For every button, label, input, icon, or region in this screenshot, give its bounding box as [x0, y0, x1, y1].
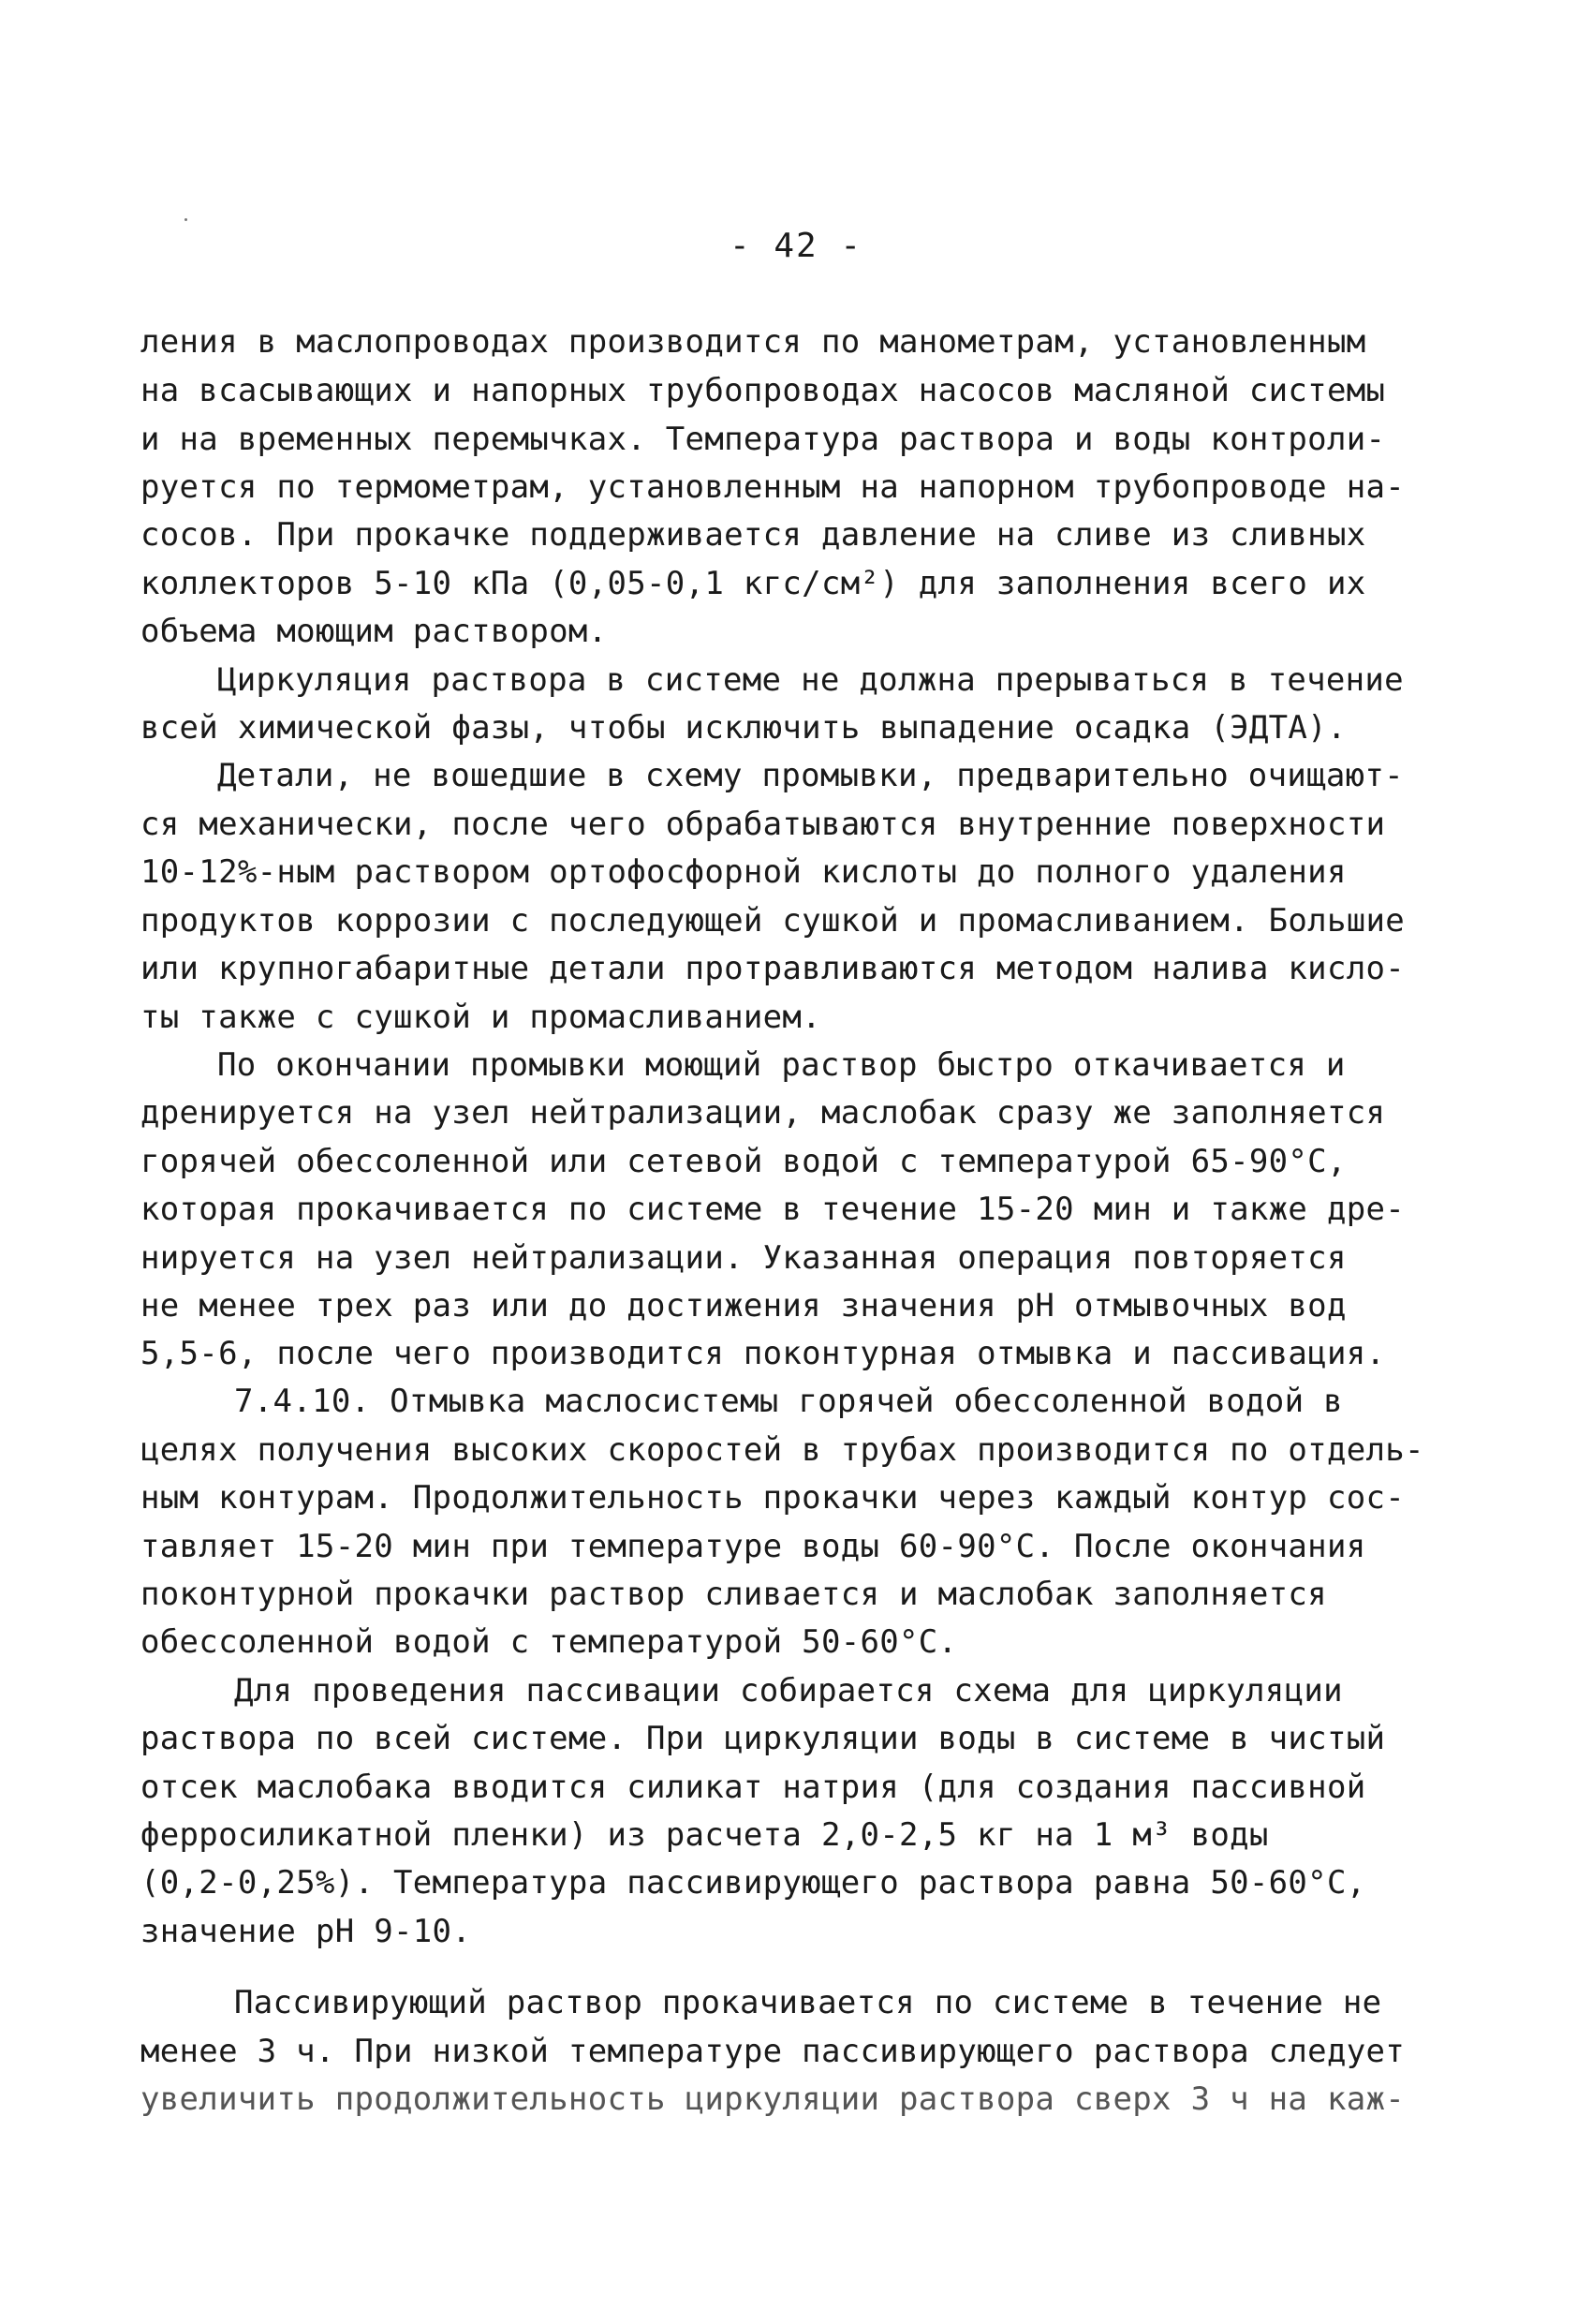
text-line: раствора по всей системе. При циркуляции воды в системе в чистый [140, 1720, 1386, 1757]
text-line: на всасывающих и напорных трубопроводах насосов масляной системы [140, 372, 1386, 409]
text-line: значение рН 9-10. [140, 1913, 472, 1950]
text-line: горячей обессоленной или сетевой водой с температурой 65-90°С, [140, 1143, 1347, 1180]
text-line: продуктов коррозии с последующей сушкой и промасливанием. Большие [140, 902, 1406, 940]
text-line: отсек маслобака вводится силикат натрия (для создания пассивной [140, 1769, 1366, 1806]
text-line: дренируется на узел нейтрализации, маслобак сразу же заполняется [140, 1094, 1386, 1132]
text-line: поконтурной прокачки раствор сливается и маслобак заполняется [140, 1576, 1327, 1613]
text-line: увеличить продолжительность циркуляции раствора сверх 3 ч на каж- [140, 2080, 1406, 2118]
text-line: ты также с сушкой и промасливанием. [140, 999, 821, 1036]
text-line: ления в маслопроводах производится по манометрам, установленным [140, 323, 1366, 361]
text-line: руется по термометрам, установленным на напорном трубопроводе на- [140, 468, 1406, 506]
text-line: 10-12%-ным раствором ортофосфорной кислоты до полного удаления [140, 853, 1347, 891]
text-line: или крупногабаритные детали протравливаются методом налива кисло- [140, 950, 1406, 987]
text-line: По окончании промывки моющий раствор быстро откачивается и [217, 1046, 1346, 1084]
text-line: объема моющим раствором. [140, 613, 608, 650]
text-line: ным контурам. Продолжительность прокачки через каждый контур сос- [140, 1479, 1406, 1517]
text-line: Для проведения пассивации собирается схема для циркуляции [234, 1672, 1343, 1710]
text-line: Циркуляция раствора в системе не должна прерываться в течение [217, 661, 1404, 699]
text-line: Детали, не вошедшие в схему промывки, предварительно очищают- [217, 757, 1404, 794]
text-line: (0,2-0,25%). Температура пассивирующего раствора равна 50-60°С, [140, 1864, 1366, 1902]
text-line: 7.4.10. Отмывка маслосистемы горячей обессоленной водой в [234, 1383, 1343, 1420]
text-line: менее 3 ч. При низкой температуре пассивирующего раствора следует [140, 2033, 1406, 2070]
text-line: которая прокачивается по системе в течение 15-20 мин и также дре- [140, 1191, 1406, 1228]
text-line: и на временных перемычках. Температура раствора и воды контроли- [140, 421, 1386, 458]
scan-speck [184, 218, 187, 221]
text-line: тавляет 15-20 мин при температуре воды 60-90°С. После окончания [140, 1528, 1366, 1565]
text-line: целях получения высоких скоростей в трубах производится по отдель- [140, 1431, 1424, 1469]
text-line: обессоленной водой с температурой 50-60°С. [140, 1623, 958, 1661]
text-line: ферросиликатной пленки) из расчета 2,0-2,5 кг на 1 м³ воды [140, 1816, 1269, 1854]
text-line: нируется на узел нейтрализации. Указанная операция повторяется [140, 1239, 1347, 1277]
text-line: сосов. При прокачке поддерживается давление на сливе из сливных [140, 516, 1366, 554]
text-line: 5,5-6, после чего производится поконтурная отмывка и пассивация. [140, 1335, 1386, 1372]
page-number: - 42 - [729, 227, 863, 265]
text-line: всей химической фазы, чтобы исключить выпадение осадка (ЭДТА). [140, 709, 1347, 747]
text-line: Пассивирующий раствор прокачивается по системе в течение не [234, 1984, 1382, 2021]
text-line: коллекторов 5-10 кПа (0,05-0,1 кгс/см²) для заполнения всего их [140, 565, 1366, 602]
text-line: не менее трех раз или до достижения значения рН отмывочных вод [140, 1287, 1347, 1325]
text-line: ся механически, после чего обрабатываются внутренние поверхности [140, 806, 1386, 843]
